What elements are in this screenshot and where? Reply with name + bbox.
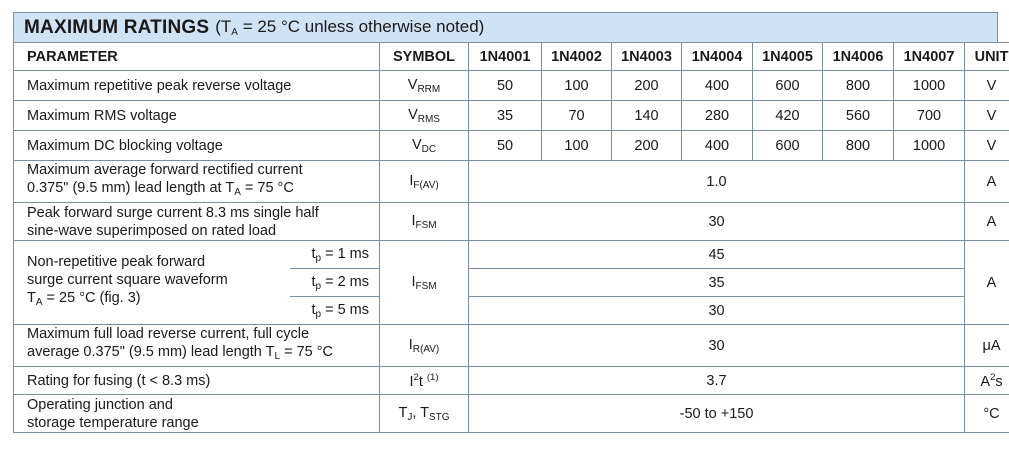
table-row-temp (14, 395, 1009, 433)
value-cell: 600 (753, 131, 823, 161)
unit-cell: μA (965, 325, 1009, 367)
header-part: 1N4001 (469, 43, 542, 71)
value-cell: 400 (682, 71, 753, 101)
unit-cell: $A^2s$ (965, 367, 1009, 395)
header-part: 1N4007 (894, 43, 965, 71)
header-part: 1N4005 (753, 43, 823, 71)
value-cell: 800 (823, 71, 894, 101)
header-part: 1N4004 (682, 43, 753, 71)
tp-label: $t_p = 5$ ms (290, 297, 380, 325)
header-part: 1N4006 (823, 43, 894, 71)
value-cell: 1.0 (469, 161, 965, 203)
value-cell: 560 (823, 101, 894, 131)
value-cell: 400 (682, 131, 753, 161)
value-cell: 30 (469, 297, 965, 325)
symbol-cell: $I_{FSM}$ (380, 241, 469, 325)
value-cell: 100 (542, 71, 612, 101)
unit-cell: V (965, 131, 1009, 161)
value-cell: -50 to +150 (469, 395, 965, 433)
ratings-table-container (13, 12, 1009, 433)
value-cell: 1000 (894, 131, 965, 161)
value-cell: 50 (469, 131, 542, 161)
symbol-cell: $T_J$, $T_{STG}$ (380, 395, 469, 433)
param-label: Operating junction and storage temperature range (14, 395, 380, 433)
param-label: Maximum repetitive peak reverse voltage (14, 71, 380, 101)
symbol-cell: $V_{RRM}$ (380, 71, 469, 101)
value-cell: 100 (542, 131, 612, 161)
symbol-cell: $V_{RMS}$ (380, 101, 469, 131)
title-condition: ($T_A = 25$ °C unless otherwise noted) (215, 17, 485, 38)
unit-cell: °C (965, 395, 1009, 433)
value-cell: 1000 (894, 71, 965, 101)
param-label: Maximum full load reverse current, full cycle average 0.375" (9.5 mm) lead length $T_L = 75$ °C (14, 325, 380, 367)
unit-cell: A (965, 241, 1009, 325)
table-row-irav (14, 325, 1009, 367)
title-text: MAXIMUM RATINGS (24, 16, 210, 38)
value-cell: 50 (469, 71, 542, 101)
value-cell: 200 (612, 71, 682, 101)
unit-cell: A (965, 203, 1009, 241)
value-cell: 200 (612, 131, 682, 161)
symbol-cell: $I_{FSM}$ (380, 203, 469, 241)
unit-cell: A (965, 161, 1009, 203)
header-part: 1N4003 (612, 43, 682, 71)
value-cell: 600 (753, 71, 823, 101)
param-label: Non-repetitive peak forward surge current square waveform $T_A = 25$ °C (fig. 3) (14, 241, 290, 325)
value-cell: 3.7 (469, 367, 965, 395)
param-label: Maximum RMS voltage (14, 101, 380, 131)
param-label: Maximum average forward rectified current 0.375" (9.5 mm) lead length at $T_A = 75$ °C (14, 161, 380, 203)
header-row (14, 43, 1009, 71)
value-cell: 30 (469, 203, 965, 241)
tp-label: $t_p = 2$ ms (290, 269, 380, 297)
symbol-cell: $I_{R(AV)}$ (380, 325, 469, 367)
symbol-cell: $V_{DC}$ (380, 131, 469, 161)
table-row-vdc (14, 131, 1009, 161)
symbol-cell: $I^2t$ $^{(1)}$ (380, 367, 469, 395)
unit-cell: V (965, 101, 1009, 131)
value-cell: 35 (469, 101, 542, 131)
tp-label: $t_p = 1$ ms (290, 241, 380, 269)
header-symbol: SYMBOL (380, 43, 469, 71)
header-unit: UNIT (965, 43, 1009, 71)
value-cell: 800 (823, 131, 894, 161)
value-cell: 700 (894, 101, 965, 131)
header-parameter: PARAMETER (14, 43, 380, 71)
value-cell: 45 (469, 241, 965, 269)
table-row-vrrm (14, 71, 1009, 101)
value-cell: 70 (542, 101, 612, 131)
ratings-table (13, 42, 1009, 433)
table-row-ifsm (14, 203, 1009, 241)
unit-cell: V (965, 71, 1009, 101)
value-cell: 420 (753, 101, 823, 131)
param-label: Maximum DC blocking voltage (14, 131, 380, 161)
param-label: Peak forward surge current 8.3 ms single half sine-wave superimposed on rated load (14, 203, 380, 241)
symbol-cell: $I_{F(AV)}$ (380, 161, 469, 203)
value-cell: 280 (682, 101, 753, 131)
table-row-vrms (14, 101, 1009, 131)
value-cell: 30 (469, 325, 965, 367)
param-label: Rating for fusing (t < 8.3 ms) (14, 367, 380, 395)
table-title (13, 12, 998, 42)
header-part: 1N4002 (542, 43, 612, 71)
table-row-nonrep-1 (14, 241, 1009, 269)
value-cell: 35 (469, 269, 965, 297)
value-cell: 140 (612, 101, 682, 131)
table-row-i2t (14, 367, 1009, 395)
table-row-ifav (14, 161, 1009, 203)
